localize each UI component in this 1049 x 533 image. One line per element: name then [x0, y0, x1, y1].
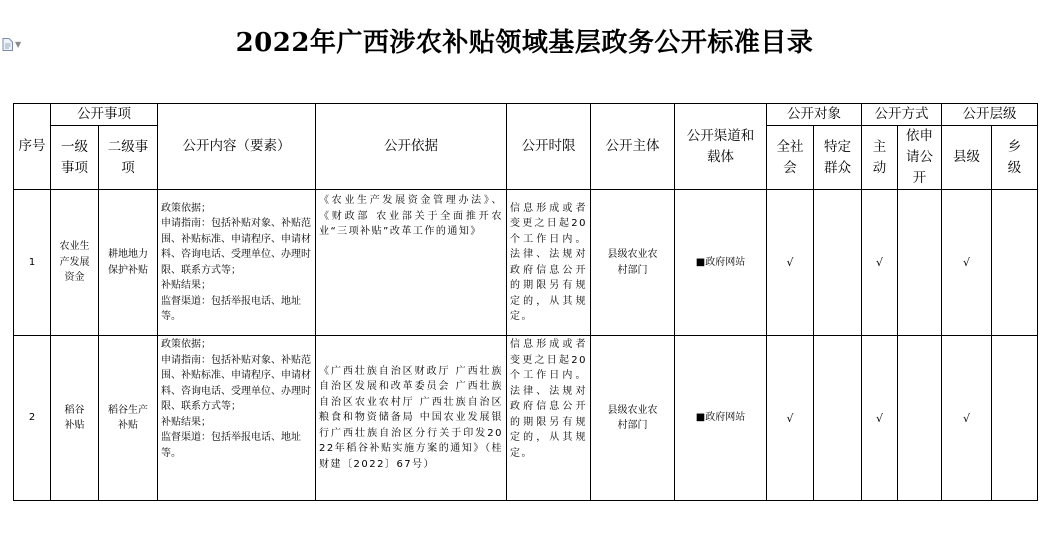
header-audience: 公开对象: [767, 104, 862, 126]
content-line: 申请指南：包括补贴对象、补贴范围、补贴标准、申请程序、申请材料、咨询电话、受理单位、办理时限、联系方式等；: [161, 354, 311, 412]
row-subject: 县级农业农村部门: [591, 190, 675, 336]
row-channel: ■政府网站: [675, 190, 767, 336]
row-whole-society-mark: √: [767, 336, 814, 501]
row-on-request-mark: [898, 336, 942, 501]
row-content: [158, 336, 316, 501]
content-line: 政策依据；: [161, 339, 211, 350]
row-seq: 1: [14, 190, 51, 336]
row-county-mark: √: [942, 190, 992, 336]
table-row: [14, 190, 1038, 336]
row-seq: 2: [14, 336, 51, 501]
header-method: 公开方式: [862, 104, 942, 126]
header-proactive: 主动: [862, 126, 898, 190]
row-second-level: 稻谷生产补贴: [99, 336, 158, 501]
table-row: [14, 336, 1038, 501]
row-first-level: 农业生产发展资金: [51, 190, 99, 336]
header-specific-public: 特定群众: [814, 126, 862, 190]
row-whole-society-mark: √: [767, 190, 814, 336]
content-line: 政策依据；: [161, 202, 211, 214]
header-second-level: 二级事项: [99, 126, 158, 190]
header-level: 公开层级: [942, 104, 1038, 126]
header-first-level: 一级事项: [51, 126, 99, 190]
header-basis: 公开依据: [316, 104, 507, 190]
header-seq: 序号: [14, 104, 51, 190]
content-line: 申请指南：包括补贴对象、补贴范围、补贴标准、申请程序、申请材料、咨询电话、受理单位、办理时限、联系方式等；: [161, 218, 311, 276]
header-subject: 公开主体: [591, 104, 675, 190]
row-time-limit: 信息形成或者变更之日起20个工作日内。法律、法规对政府信息公开的期限另有规定的，从其规定。: [507, 190, 591, 336]
row-township-mark: [992, 190, 1038, 336]
row-subject: 县级农业农村部门: [591, 336, 675, 501]
content-line: 补贴结果；: [161, 280, 211, 291]
header-gongkai-shixiang: 公开事项: [51, 104, 158, 126]
row-township-mark: [992, 336, 1038, 501]
row-second-level: 耕地地力保护补贴: [99, 190, 158, 336]
chevron-down-icon: ▼: [15, 39, 22, 49]
page-title: 2022年广西涉农补贴领域基层政务公开标准目录: [235, 28, 814, 58]
header-township: 乡级: [992, 126, 1038, 190]
content-line: 监督渠道：包括举报电话、地址等。: [161, 432, 301, 459]
row-county-mark: √: [942, 336, 992, 501]
row-channel: ■政府网站: [675, 336, 767, 501]
header-whole-society: 全社会: [767, 126, 814, 190]
header-county: 县级: [942, 126, 992, 190]
row-content: [158, 190, 316, 336]
header-content: 公开内容（要素）: [158, 104, 316, 190]
row-proactive-mark: √: [862, 190, 898, 336]
row-specific-public-mark: [814, 190, 862, 336]
row-proactive-mark: √: [862, 336, 898, 501]
catalog-table: [13, 103, 1038, 501]
content-line: 监督渠道：包括举报电话、地址等。: [161, 295, 301, 322]
row-specific-public-mark: [814, 336, 862, 501]
header-time-limit: 公开时限: [507, 104, 591, 190]
row-time-limit: 信息形成或者变更之日起20个工作日内。法律、法规对政府信息公开的期限另有规定的，从其规定。: [507, 336, 591, 501]
row-on-request-mark: [898, 190, 942, 336]
content-line: 补贴结果；: [161, 416, 211, 428]
row-first-level: 稻谷补贴: [51, 336, 99, 501]
row-basis: 《广西壮族自治区财政厅 广西壮族自治区发展和改革委员会 广西壮族自治区农业农村厅 广西壮族自治区粮食和物资储备局 中国农业发展银行广西壮族自治区分行关于印发2022年稻谷补贴实施方案的通知》（桂财建〔2022〕67号）: [316, 336, 507, 501]
header-channel: 公开渠道和载体: [675, 104, 767, 190]
header-on-request: 依申请公开: [898, 126, 942, 190]
row-basis: 《农业生产发展资金管理办法》、《财政部 农业部关于全面推开农业“三项补贴”改革工作的通知》: [316, 190, 507, 336]
